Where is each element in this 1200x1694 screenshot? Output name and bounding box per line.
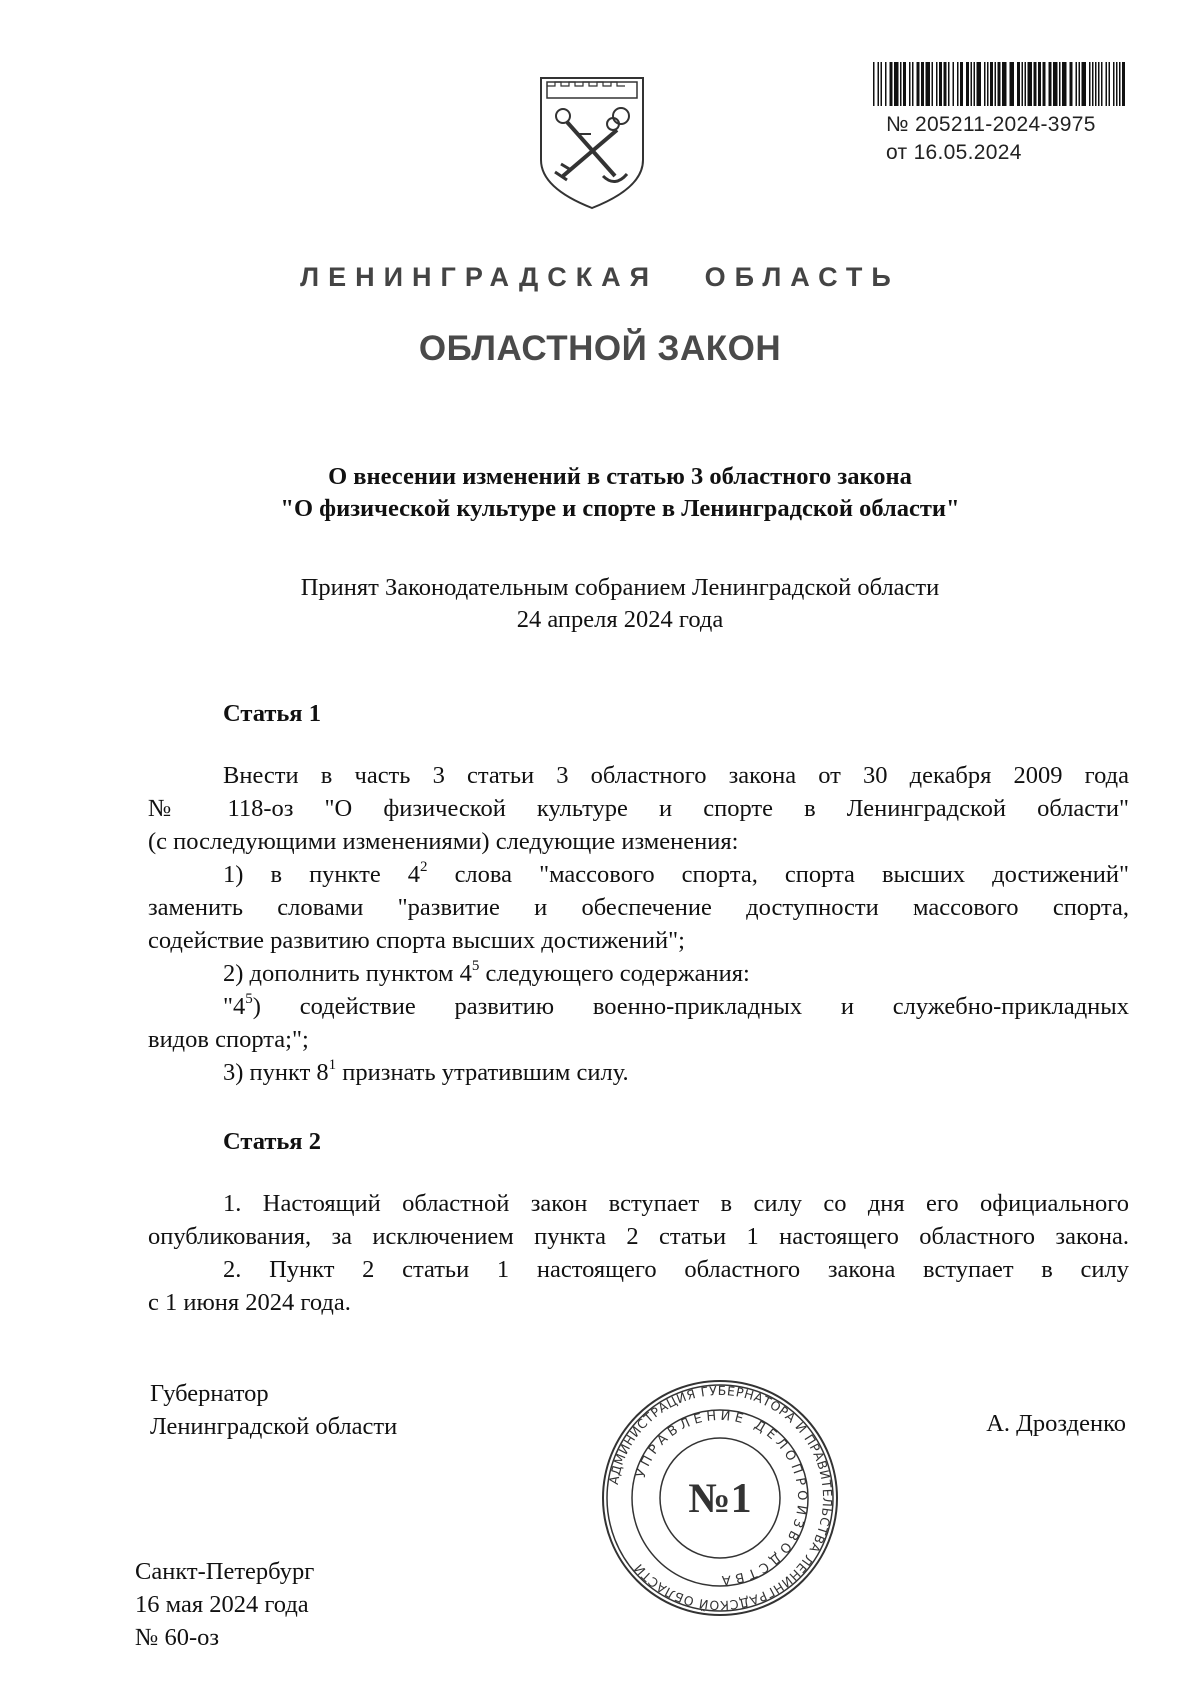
law-title [120,461,1120,525]
item-superscript: 5 [245,990,253,1007]
document-type: ОБЛАСТНОЙ ЗАКОН [418,329,782,368]
item-superscript: 5 [471,957,480,974]
barcode-bar [1119,62,1121,106]
barcode-bar [1028,62,1033,106]
seal-outer-text: АДМИНИСТРАЦИЯ ГУБЕРНАТОРА И ПРАВИТЕЛЬСТВА ЛЕНИНГРАДСКОЙ ОБЛАСТИ [605,1382,836,1614]
signing-city: Санкт-Петербург [135,1558,315,1585]
official-seal-stamp [600,1378,840,1618]
barcode-bar [912,62,914,106]
registration-number: № 205211-2024-3975 [886,113,1096,136]
item-superscript: 2 [420,858,428,875]
barcode-bar [1092,62,1094,106]
article-1-text: содействие развитию спорта высших достижений"; [148,927,685,954]
item-text: 3) пункт 8 [223,1059,329,1086]
barcode-bar [1059,62,1061,106]
barcode-bar [990,62,993,106]
article-2-text: 1. Настоящий областной закон вступает в силу со дня его официального [223,1190,1129,1217]
barcode-bar [1010,62,1015,106]
adoption-note [120,572,1120,636]
item-text: 2) дополнить пунктом 4 [223,960,472,987]
article-2-text: 2. Пункт 2 статьи 1 настоящего областного закона вступает в силу [223,1256,1129,1283]
article-1-text: видов спорта;"; [148,1026,309,1053]
article-2-text: опубликования, за исключением пункта 2 статьи 1 настоящего областного закона. [148,1223,1129,1250]
registration-date: от 16.05.2024 [886,141,1022,164]
barcode-bar [1017,62,1020,106]
barcode-bar [1022,62,1024,106]
barcode-bar [1098,62,1100,106]
barcode-bar [873,62,875,106]
barcode-bar [932,62,934,106]
barcode-bar [926,62,931,106]
signing-date: 16 мая 2024 года [135,1591,309,1618]
adoption-line: Принят Законодательным собранием Ленинградской области [300,574,940,601]
barcode-bar [977,62,982,106]
law-title-line: О внесении изменений в статью 3 областного закона [328,463,912,490]
article-2-text: с 1 июня 2024 года. [148,1289,351,1316]
barcode-bar [936,62,938,106]
barcode-bar [1034,62,1037,106]
barcode-bar [957,62,959,106]
item-text: ) содействие развитию военно-прикладных и служебно-прикладных [252,993,1129,1020]
item-text: "4 [223,993,246,1020]
law-title-line: "О физической культуре и спорте в Ленинградской области" [280,495,960,522]
barcode-bar [1101,62,1103,106]
barcode-bar [974,62,976,106]
seal-center-number: №1 [688,1476,752,1522]
barcode-bar [944,62,947,106]
barcode-bar [1076,62,1078,106]
item-text: признать утратившим силу. [336,1059,629,1086]
barcode-bar [909,62,911,106]
article-1-item-2 [148,957,1129,990]
barcode-bar [1070,62,1073,106]
barcode-bar [1122,62,1125,106]
item-superscript: 1 [328,1056,337,1073]
barcode-bar [1049,62,1052,106]
article-1-quote [148,990,1129,1023]
coat-of-arms-icon [533,72,651,212]
barcode-bar [948,62,950,106]
item-text: 1) в пункте 4 [223,861,421,888]
barcode-bar [939,62,942,106]
barcode-bar [917,62,920,106]
barcode-image [873,62,1127,106]
barcode-bar [900,62,902,106]
article-1-body [148,759,1129,1089]
barcode-bar [984,62,986,106]
barcode-bar [1113,62,1115,106]
barcode-bar [878,62,880,106]
barcode-bar [903,62,906,106]
barcode-bar [953,62,955,106]
barcode-bar [998,62,1001,106]
article-1-text: заменить словами "развитие и обеспечение доступности массового спорта, [148,894,1129,921]
barcode-bar [881,62,883,106]
article-1-text: Внести в часть 3 статьи 3 областного закона от 30 декабря 2009 года [223,762,1129,789]
item-text: следующего содержания: [479,960,750,987]
signatory-title-line: Ленинградской области [150,1413,398,1440]
article-1-item-3 [148,1056,1129,1089]
barcode-bar [960,62,963,106]
barcode-bar [1089,62,1091,106]
barcode-bar [1109,62,1111,106]
barcode-bar [1062,62,1067,106]
barcode-bar [921,62,924,106]
article-1-text: (с последующими изменениями) следующие изменения: [148,828,739,855]
article-1-heading: Статья 1 [223,700,321,727]
law-number: № 60-оз [135,1624,220,1651]
barcode-bar [885,62,887,106]
barcode-bar [1082,62,1087,106]
barcode-bar [971,62,973,106]
article-2-heading: Статья 2 [223,1128,321,1155]
barcode-bar [1079,62,1081,106]
barcode-bar [1095,62,1097,106]
barcode-bar [987,62,989,106]
place-and-date [135,1555,314,1654]
signatory-name: А. Дрозденко [986,1410,1126,1437]
barcode-bar [1038,62,1041,106]
seal-inner-text: УПРАВЛЕНИЕ ДЕЛОПРОИЗВОДСТВА [633,1408,810,1588]
barcode-bar [1025,62,1027,106]
barcode-bar [894,62,899,106]
barcode-bar [890,62,893,106]
item-text: слова "массового спорта, спорта высших достижений" [427,861,1129,888]
barcode-bar [1106,62,1108,106]
signatory-title [150,1377,397,1443]
barcode-bar [1043,62,1046,106]
adoption-date: 24 апреля 2024 года [516,606,724,633]
signatory-title-line: Губернатор [150,1380,269,1407]
article-1-text: № 118-оз "О физической культуре и спорте в Ленинградской области" [148,795,1129,822]
region-title: ЛЕНИНГРАДСКАЯ ОБЛАСТЬ [300,262,900,292]
barcode-bar [995,62,997,106]
barcode-bar [966,62,969,106]
article-2-body [148,1187,1129,1319]
barcode-bar [1116,62,1118,106]
article-1-item-1 [148,858,1129,891]
barcode-bar [1053,62,1058,106]
barcode-bar [1002,62,1007,106]
